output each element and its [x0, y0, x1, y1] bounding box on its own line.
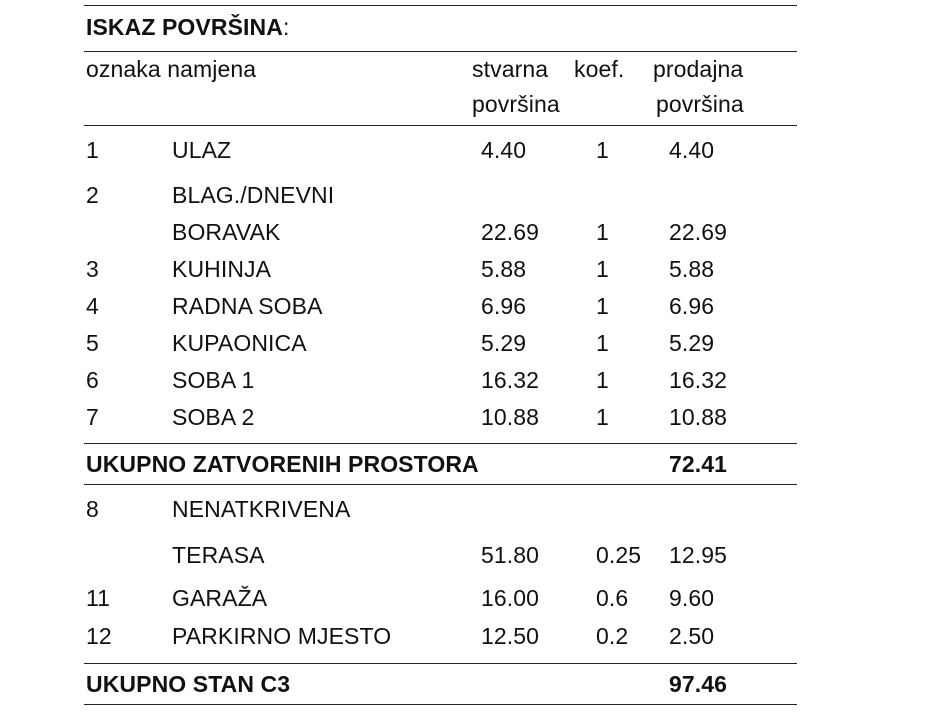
- row-namjena: SOBA 1: [172, 367, 255, 393]
- row-namjena: RADNA SOBA: [172, 293, 323, 319]
- row-koef: 0.6: [596, 585, 629, 611]
- subtotal-value: 72.41: [669, 451, 728, 477]
- row-namjena: TERASA: [172, 542, 265, 568]
- rule-above-subtotal: [84, 443, 797, 444]
- row-oznaka: 2: [86, 182, 99, 208]
- row-stvarna: 22.69: [481, 219, 540, 245]
- row-oznaka: 5: [86, 330, 99, 356]
- row-namjena: KUPAONICA: [172, 330, 307, 356]
- row-namjena: PARKIRNO MJESTO: [172, 623, 392, 649]
- header-oznaka-namjena: oznaka namjena: [86, 56, 257, 82]
- header-stvarna-line1: stvarna: [472, 56, 549, 82]
- rule-below-header: [84, 125, 797, 126]
- row-namjena: BORAVAK: [172, 219, 281, 245]
- rule-below-title: [84, 51, 797, 52]
- row-prodajna: 10.88: [669, 404, 728, 430]
- row-oznaka: 4: [86, 293, 99, 319]
- rule-below-subtotal: [84, 484, 797, 485]
- row-oznaka: 11: [86, 585, 111, 611]
- rule-above-total: [84, 663, 797, 664]
- row-stvarna: 5.88: [481, 256, 527, 282]
- row-oznaka: 3: [86, 256, 99, 282]
- header-stvarna-line2: površina: [472, 91, 560, 117]
- row-prodajna: 2.50: [669, 623, 715, 649]
- row-stvarna: 4.40: [481, 137, 527, 163]
- row-namjena: SOBA 2: [172, 404, 255, 430]
- row-koef: 1: [596, 404, 609, 430]
- row-prodajna: 9.60: [669, 585, 715, 611]
- row-koef: 0.2: [596, 623, 629, 649]
- row-prodajna: 12.95: [669, 542, 728, 568]
- row-namjena: GARAŽA: [172, 585, 268, 611]
- header-prodajna-line2: površina: [656, 91, 744, 117]
- row-prodajna: 16.32: [669, 367, 728, 393]
- header-prodajna-line1: prodajna: [653, 56, 744, 82]
- row-stvarna: 10.88: [481, 404, 540, 430]
- row-prodajna: 22.69: [669, 219, 728, 245]
- row-stvarna: 5.29: [481, 330, 527, 356]
- row-koef: 1: [596, 293, 609, 319]
- row-koef: 1: [596, 256, 609, 282]
- subtotal-label: UKUPNO ZATVORENIH PROSTORA: [86, 451, 479, 477]
- title-text: ISKAZ POVRŠINA: [86, 14, 283, 40]
- row-namjena: ULAZ: [172, 137, 232, 163]
- row-koef: 0.25: [596, 542, 642, 568]
- row-oznaka: 1: [86, 137, 99, 163]
- row-stvarna: 16.32: [481, 367, 540, 393]
- total-value: 97.46: [669, 671, 728, 697]
- row-stvarna: 51.80: [481, 542, 540, 568]
- row-stvarna: 12.50: [481, 623, 540, 649]
- rule-top: [84, 5, 797, 6]
- row-prodajna: 6.96: [669, 293, 715, 319]
- row-oznaka: 6: [86, 367, 99, 393]
- row-stvarna: 6.96: [481, 293, 527, 319]
- row-koef: 1: [596, 330, 609, 356]
- header-koef: koef.: [574, 56, 625, 82]
- row-stvarna: 16.00: [481, 585, 540, 611]
- row-namjena: BLAG./DNEVNI: [172, 182, 335, 208]
- row-prodajna: 5.29: [669, 330, 715, 356]
- rule-bottom: [84, 704, 797, 705]
- title-colon: :: [282, 14, 290, 40]
- table-title: [86, 13, 289, 41]
- row-koef: 1: [596, 137, 609, 163]
- total-label: UKUPNO STAN C3: [86, 671, 291, 697]
- row-koef: 1: [596, 219, 609, 245]
- row-namjena: NENATKRIVENA: [172, 496, 351, 522]
- row-prodajna: 4.40: [669, 137, 715, 163]
- row-prodajna: 5.88: [669, 256, 715, 282]
- row-oznaka: 12: [86, 623, 112, 649]
- row-koef: 1: [596, 367, 609, 393]
- row-oznaka: 8: [86, 496, 99, 522]
- row-namjena: KUHINJA: [172, 256, 272, 282]
- row-oznaka: 7: [86, 404, 99, 430]
